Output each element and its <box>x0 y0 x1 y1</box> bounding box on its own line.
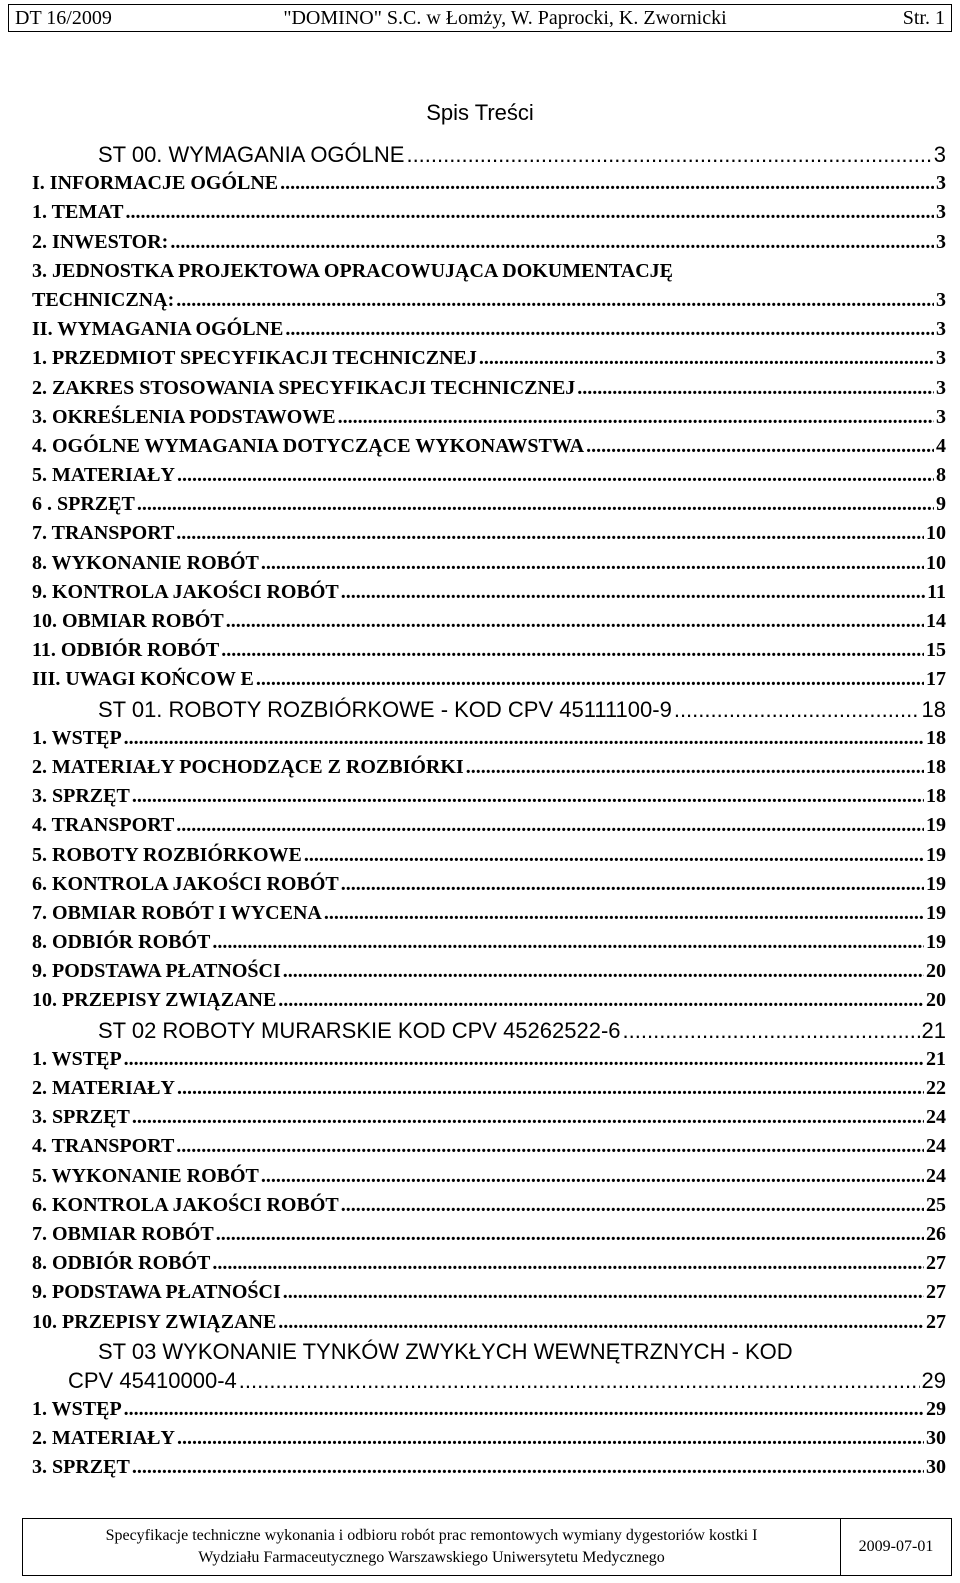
dot-leader <box>283 1278 924 1307</box>
toc-entry-page: 8 <box>936 464 946 487</box>
toc-entry[interactable] <box>32 1045 946 1074</box>
toc-entry[interactable] <box>32 490 946 519</box>
dot-leader <box>124 1395 924 1424</box>
toc-entry-label: 4. TRANSPORT <box>32 814 175 837</box>
toc-entry-page: 18 <box>921 696 946 722</box>
toc-entry-label: 1. WSTĘP <box>32 1398 122 1421</box>
toc-entry-page: 3 <box>936 288 946 311</box>
toc-entry[interactable] <box>32 461 946 490</box>
toc-entry-page: 3 <box>936 201 946 224</box>
document-code: DT 16/2009 <box>15 6 112 29</box>
page-header <box>8 4 952 32</box>
dot-leader <box>280 169 934 198</box>
toc-entry-page: 4 <box>936 434 946 457</box>
toc-entry-page: 3 <box>936 405 946 428</box>
toc-entry-label: 5. WYKONANIE ROBÓT <box>32 1164 259 1187</box>
toc-entry-page: 3 <box>933 142 946 167</box>
dot-leader <box>176 1132 924 1161</box>
toc-entry[interactable] <box>32 169 946 198</box>
dot-leader <box>261 549 924 578</box>
toc-entry[interactable] <box>32 1016 946 1045</box>
dot-leader <box>176 811 924 840</box>
toc-entry-label: 6. KONTROLA JAKOŚCI ROBÓT <box>32 872 339 895</box>
toc-entry[interactable] <box>32 549 946 578</box>
dot-leader <box>177 1424 924 1453</box>
toc-entry-label: 11. ODBIÓR ROBÓT <box>32 639 220 662</box>
toc-entry-label: 3. OKREŚLENIA PODSTAWOWE <box>32 405 336 428</box>
dot-leader <box>261 1162 924 1191</box>
toc-entry[interactable] <box>32 374 946 403</box>
dot-leader <box>132 782 924 811</box>
toc-entry-page: 27 <box>926 1310 946 1333</box>
dot-leader <box>341 870 924 899</box>
toc-entry-page: 21 <box>921 1017 946 1043</box>
toc-entry-page: 19 <box>926 843 946 866</box>
toc-entry[interactable] <box>32 811 946 840</box>
dot-leader <box>623 1016 920 1045</box>
toc-entry[interactable] <box>32 257 946 286</box>
toc-entry-page: 29 <box>926 1398 946 1421</box>
toc-entry[interactable] <box>32 636 946 665</box>
toc-entry-label: 5. ROBOTY ROZBIÓRKOWE <box>32 843 302 866</box>
dot-leader <box>132 1103 924 1132</box>
toc-entry-label: ST 00. WYMAGANIA OGÓLNE <box>98 142 405 167</box>
footer-date: 2009-07-01 <box>858 1538 934 1555</box>
toc-entry[interactable] <box>32 957 946 986</box>
dot-leader <box>341 1191 924 1220</box>
dot-leader <box>586 432 934 461</box>
dot-leader <box>170 228 934 257</box>
dot-leader <box>256 665 924 694</box>
dot-leader <box>466 753 924 782</box>
toc-entry-page: 29 <box>921 1367 946 1393</box>
toc-entry-label: 2. MATERIAŁY <box>32 1427 175 1450</box>
toc-entry[interactable] <box>32 665 946 694</box>
toc-entry-page: 3 <box>936 347 946 370</box>
toc-entry-page: 30 <box>926 1427 946 1450</box>
toc-entry-page: 10 <box>926 551 946 574</box>
toc-entry-label: 10. PRZEPISY ZWIĄZANE <box>32 1310 277 1333</box>
toc-entry-label: ST 01. ROBOTY ROZBIÓRKOWE - KOD CPV 45111100-9 <box>98 696 672 722</box>
toc-entry-label: 2. INWESTOR: <box>32 230 169 253</box>
toc-entry-label: II. WYMAGANIA OGÓLNE <box>32 318 284 341</box>
dot-leader <box>304 841 924 870</box>
toc-entry-page: 15 <box>926 639 946 662</box>
toc-entry-page: 21 <box>926 1047 946 1070</box>
toc-entry-label: 6 . SPRZĘT <box>32 493 135 516</box>
toc-entry[interactable] <box>32 1424 946 1453</box>
toc-entry[interactable] <box>32 1249 946 1278</box>
toc-entry-page: 18 <box>926 785 946 808</box>
footer-description <box>23 1519 841 1575</box>
dot-leader <box>338 403 934 432</box>
toc-entry-page: 14 <box>926 610 946 632</box>
toc-entry-page: 18 <box>926 726 946 749</box>
toc-entry-page: 19 <box>926 872 946 895</box>
toc-entry-page: 22 <box>926 1077 946 1099</box>
dot-leader <box>124 1045 924 1074</box>
toc-entry[interactable] <box>32 286 946 315</box>
toc-entry-page: 3 <box>936 376 946 399</box>
toc-entry[interactable] <box>32 1395 946 1424</box>
dot-leader <box>577 374 934 403</box>
toc-entry-label: 4. OGÓLNE WYMAGANIA DOTYCZĄCE WYKONAWSTWA <box>32 434 585 457</box>
table-of-contents <box>32 140 946 1483</box>
toc-entry-label: CPV 45410000-4 <box>68 1367 237 1393</box>
toc-entry-label: 6. KONTROLA JAKOŚCI ROBÓT <box>32 1193 339 1216</box>
toc-entry-label: 5. MATERIAŁY <box>32 464 175 487</box>
toc-entry-label: 7. OBMIAR ROBÓT I WYCENA <box>32 901 322 924</box>
toc-entry[interactable] <box>32 315 946 344</box>
toc-entry-label: 4. TRANSPORT <box>32 1135 175 1158</box>
footer-line-1: Specyfikacje techniczne wykonania i odbioru robót prac remontowych wymiany dygestoriów kostki I <box>105 1527 758 1544</box>
toc-entry[interactable] <box>32 432 946 461</box>
toc-entry-label: ST 03 WYKONANIE TYNKÓW ZWYKŁYCH WEWNĘTRZNYCH - KOD <box>98 1338 793 1364</box>
toc-entry-label: III. UWAGI KOŃCOW E <box>32 668 254 691</box>
toc-entry-label: TECHNICZNĄ: <box>32 288 175 311</box>
toc-entry-label: 2. MATERIAŁY <box>32 1077 175 1099</box>
toc-entry[interactable] <box>32 1132 946 1161</box>
toc-entry-page: 19 <box>926 901 946 924</box>
toc-entry[interactable] <box>32 519 946 548</box>
toc-entry-page: 3 <box>936 172 946 195</box>
toc-entry-label: 8. WYKONANIE ROBÓT <box>32 551 259 574</box>
toc-entry-label: 1. WSTĘP <box>32 726 122 749</box>
toc-entry-label: 3. SPRZĘT <box>32 785 130 808</box>
toc-entry[interactable] <box>32 1103 946 1132</box>
toc-entry-page: 17 <box>926 668 946 691</box>
dot-leader <box>283 957 924 986</box>
dot-leader <box>674 695 920 724</box>
toc-entry[interactable] <box>32 228 946 257</box>
dot-leader <box>285 315 934 344</box>
toc-entry-page: 24 <box>926 1135 946 1158</box>
toc-entry[interactable] <box>32 1308 946 1337</box>
toc-entry[interactable] <box>32 1220 946 1249</box>
toc-entry-page: 24 <box>926 1164 946 1187</box>
toc-entry-page: 19 <box>926 931 946 954</box>
dot-leader <box>132 1453 924 1482</box>
toc-entry[interactable] <box>32 724 946 753</box>
dot-leader <box>212 1249 924 1278</box>
toc-entry-page: 30 <box>926 1456 946 1479</box>
toc-entry-label: 2. ZAKRES STOSOWANIA SPECYFIKACJI TECHNICZNEJ <box>32 376 576 399</box>
toc-entry-page: 3 <box>936 318 946 341</box>
toc-entry[interactable] <box>32 695 946 724</box>
toc-entry-label: 10. OBMIAR ROBÓT <box>32 610 224 632</box>
toc-entry-label: 1. PRZEDMIOT SPECYFIKACJI TECHNICZNEJ <box>32 347 477 370</box>
toc-entry-page: 20 <box>926 960 946 983</box>
dot-leader <box>278 1308 924 1337</box>
dot-leader <box>324 899 924 928</box>
dot-leader <box>176 286 934 315</box>
toc-entry[interactable] <box>32 841 946 870</box>
toc-entry-label: 8. ODBIÓR ROBÓT <box>32 931 211 954</box>
toc-entry[interactable] <box>32 607 946 636</box>
toc-entry[interactable] <box>32 1191 946 1220</box>
dot-leader <box>239 1366 920 1395</box>
footer-line-2: Wydziału Farmaceutycznego Warszawskiego Uniwersytetu Medycznego <box>198 1549 665 1566</box>
toc-entry-page: 19 <box>926 814 946 837</box>
toc-entry[interactable] <box>32 140 946 169</box>
toc-entry-label: 1. TEMAT <box>32 201 124 224</box>
toc-entry[interactable] <box>32 870 946 899</box>
page-number: Str. 1 <box>902 6 945 29</box>
dot-leader <box>479 344 934 373</box>
dot-leader <box>406 140 931 169</box>
toc-entry-page: 18 <box>926 755 946 778</box>
toc-title: Spis Treści <box>426 100 534 125</box>
toc-entry-page: 20 <box>926 989 946 1012</box>
dot-leader <box>212 928 924 957</box>
dot-leader <box>341 578 925 607</box>
toc-entry-label: 10. PRZEPISY ZWIĄZANE <box>32 989 277 1012</box>
toc-entry[interactable] <box>32 753 946 782</box>
toc-entry-label: 9. KONTROLA JAKOŚCI ROBÓT <box>32 580 339 603</box>
dot-leader <box>216 1220 924 1249</box>
toc-entry-label: 3. JEDNOSTKA PROJEKTOWA OPRACOWUJĄCA DOKUMENTACJĘ <box>32 259 673 282</box>
toc-entry-page: 24 <box>926 1106 946 1129</box>
toc-entry[interactable] <box>32 578 946 607</box>
dot-leader <box>176 519 924 548</box>
toc-entry-label: 3. SPRZĘT <box>32 1106 130 1129</box>
toc-entry[interactable] <box>32 986 946 1015</box>
toc-entry[interactable] <box>32 1337 946 1366</box>
toc-entry-page: 10 <box>926 522 946 545</box>
dot-leader <box>126 198 935 227</box>
dot-leader <box>177 1074 924 1103</box>
toc-entry-label: 7. OBMIAR ROBÓT <box>32 1222 214 1245</box>
toc-entry[interactable] <box>32 928 946 957</box>
toc-entry-label: 1. WSTĘP <box>32 1047 122 1070</box>
toc-entry[interactable] <box>32 899 946 928</box>
toc-entry[interactable] <box>32 1366 946 1395</box>
toc-entry-page: 25 <box>926 1193 946 1216</box>
toc-entry[interactable] <box>32 1453 946 1482</box>
toc-entry-page: 26 <box>926 1222 946 1245</box>
toc-entry-page: 11 <box>927 580 946 603</box>
toc-entry[interactable] <box>32 1162 946 1191</box>
toc-entry[interactable] <box>32 198 946 227</box>
toc-entry-label: I. INFORMACJE OGÓLNE <box>32 172 279 195</box>
toc-entry[interactable] <box>32 403 946 432</box>
toc-entry-label: 7. TRANSPORT <box>32 522 175 545</box>
toc-entry[interactable] <box>32 1074 946 1103</box>
toc-entry-page: 3 <box>936 230 946 253</box>
toc-entry-label: 8. ODBIÓR ROBÓT <box>32 1252 211 1275</box>
page-footer <box>22 1518 952 1576</box>
toc-entry[interactable] <box>32 1278 946 1307</box>
company-name: "DOMINO" S.C. w Łomży, W. Paprocki, K. Zwornicki <box>283 6 727 29</box>
toc-entry-label: 9. PODSTAWA PŁATNOŚCI <box>32 960 281 983</box>
dot-leader <box>226 607 924 636</box>
dot-leader <box>278 986 924 1015</box>
toc-entry-label: ST 02 ROBOTY MURARSKIE KOD CPV 45262522-6 <box>98 1017 621 1043</box>
toc-entry[interactable] <box>32 344 946 373</box>
toc-entry-label: 9. PODSTAWA PŁATNOŚCI <box>32 1281 281 1304</box>
toc-entry-page: 9 <box>936 493 946 516</box>
toc-entry-label: 2. MATERIAŁY POCHODZĄCE Z ROZBIÓRKI <box>32 755 464 778</box>
dot-leader <box>221 636 924 665</box>
dot-leader <box>177 461 934 490</box>
dot-leader <box>124 724 924 753</box>
dot-leader <box>137 490 934 519</box>
toc-entry[interactable] <box>32 782 946 811</box>
toc-entry-page: 27 <box>926 1281 946 1304</box>
toc-entry-label: 3. SPRZĘT <box>32 1456 130 1479</box>
toc-entry-page: 27 <box>926 1252 946 1275</box>
